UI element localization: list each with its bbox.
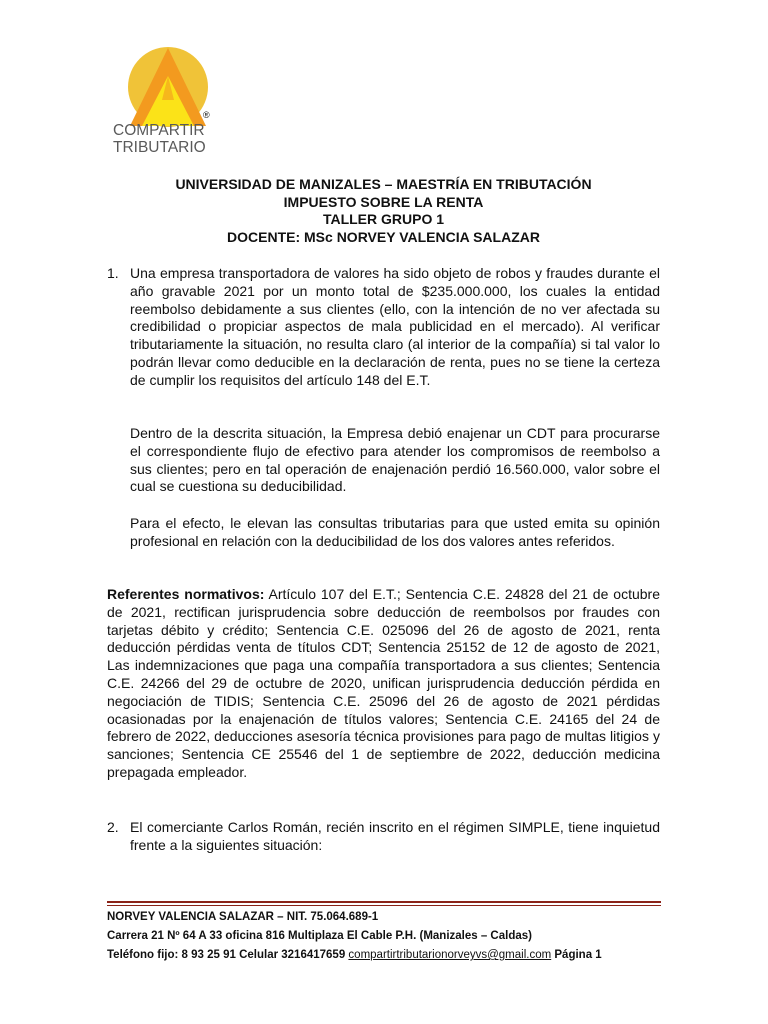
footer-contact xyxy=(107,946,667,965)
logo-emblem-icon xyxy=(126,46,210,128)
heading-university: UNIVERSIDAD DE MANIZALES – MAESTRÍA EN TRIBUTACIÓN xyxy=(175,176,592,192)
question-1 xyxy=(107,265,660,390)
question-number: 1. xyxy=(107,265,119,281)
brand-line-2: TRIBUTARIO xyxy=(113,139,206,156)
page-footer xyxy=(107,908,667,965)
references-text: Artículo 107 del E.T.; Sentencia C.E. 24828 del 21 de octubre de 2021, rectifican jurisprudencia sobre deducción de reembolsos por fraudes con tarjetas débito y crédito; Sentencia C.E. 025096 del 26 de agosto de 2021, renta deducción pérdidas venta de títulos CDT; Sentencia 25152 de 12 de agosto de 2021, Las indemnizaciones que paga una compañía transportadora a sus clientes; Sentencia C.E. 24266 del 29 de octubre de 2020, unifican jurisprudencia deducción pérdida en negociación de TIDIS; Sentencia C.E. 25096 del 26 de agosto de 2021 pérdidas ocasionadas por la enajenación de títulos valores; Sentencia C.E. 24165 del 24 de febrero de 2022, deducciones asesoría técnica provisiones para pago de multas litigios y sanciones; Sentencia CE 25546 del 1 de septiembre de 2022, deducción medicina prepagada empleador. xyxy=(107,586,660,780)
brand-name xyxy=(113,122,206,156)
heading-workshop: TALLER GRUPO 1 xyxy=(322,211,445,227)
heading-subject: IMPUESTO SOBRE LA RENTA xyxy=(283,193,484,210)
footer-rule-thin xyxy=(107,905,661,906)
question-1-paragraph-2: Dentro de la descrita situación, la Empresa debió enajenar un CDT para procurarse el correspondiente flujo de efectivo para atender los compromisos de reembolso a sus clientes; pero en tal operación de enajenación perdió 16.560.000, valor sobre el cual se cuestiona su deducibilidad. xyxy=(130,425,660,495)
question-number: 2. xyxy=(107,819,119,835)
heading-teacher: DOCENTE: MSc NORVEY VALENCIA SALAZAR xyxy=(227,228,540,245)
registered-mark: ® xyxy=(203,110,210,120)
footer-rule xyxy=(107,901,661,903)
footer-page-number: Página 1 xyxy=(551,949,602,961)
question-text: Una empresa transportadora de valores ha sido objeto de robos y fraudes durante el año gravable 2021 por un monto total de $235.000.000, los cuales la entidad reembolso debidamente a sus clientes (ello, con la intención de no ver afectada su credibilidad o propiciar aspectos de mala publicidad en el mercado). Al verificar tributariamente la situación, no resulta claro (al interior de la compañía) si tal valor lo podrán llevar como deducible en la declaración de renta, pues no se tiene la certeza de cumplir los requisitos del artículo 148 del E.T. xyxy=(130,265,660,388)
question-1-paragraph-3: Para el efecto, le elevan las consultas tributarias para que usted emita su opinión profesional en relación con la deducibilidad de los dos valores antes referidos. xyxy=(130,515,660,549)
footer-name: NORVEY VALENCIA SALAZAR – NIT. 75.064.689-1 xyxy=(107,911,379,923)
footer-email-link[interactable]: compartirtributarionorveyvs@gmail.com xyxy=(348,949,552,961)
normative-references xyxy=(107,586,660,782)
document-heading xyxy=(107,176,660,246)
footer-address: Carrera 21 Nº 64 A 33 oficina 816 Multiplaza El Cable P.H. (Manizales – Caldas) xyxy=(107,930,532,942)
question-text: El comerciante Carlos Román, recién inscrito en el régimen SIMPLE, tiene inquietud frente a la siguientes situación: xyxy=(130,819,660,853)
brand-line-1: COMPARTIR xyxy=(113,122,205,139)
question-2 xyxy=(107,819,660,855)
footer-phone: Teléfono fijo: 8 93 25 91 Celular 3216417659 xyxy=(107,949,349,961)
references-label: Referentes normativos: xyxy=(107,586,265,602)
